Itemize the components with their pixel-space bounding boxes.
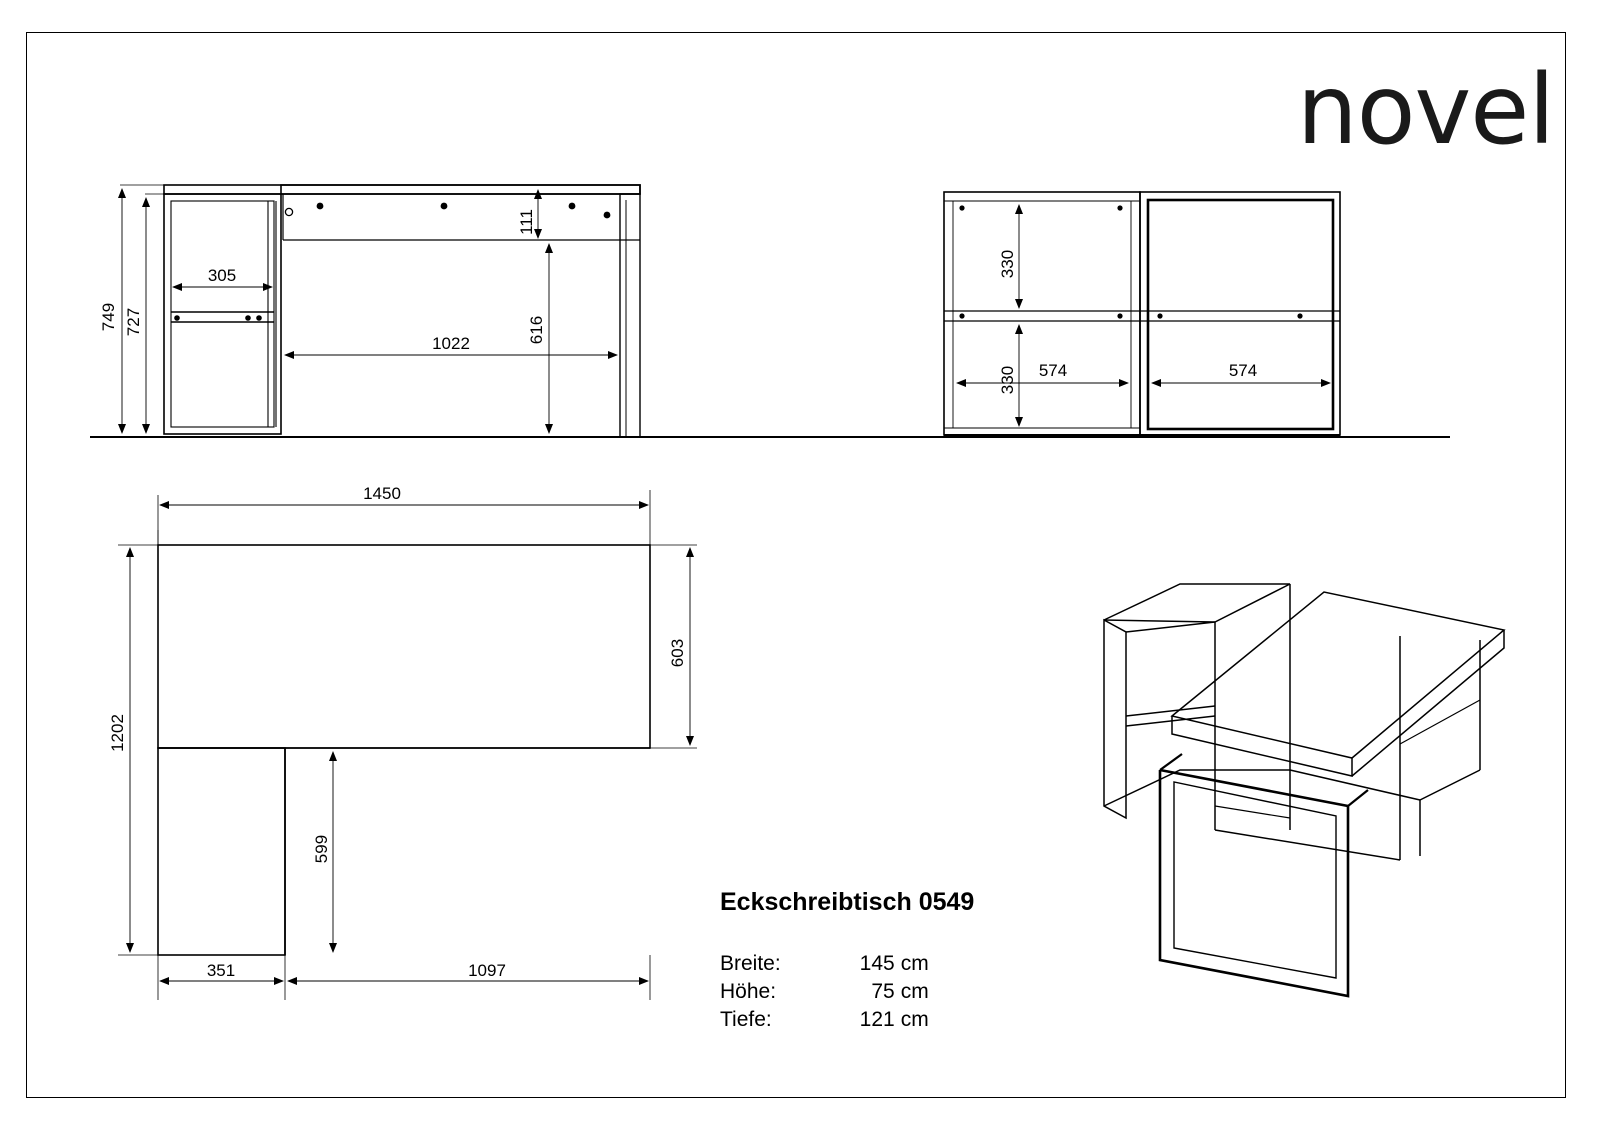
dim-rear-lower: 330 (998, 365, 1017, 395)
spec-unit-hoehe: cm (900, 980, 929, 1003)
spec-label-breite: Breite: (720, 952, 781, 975)
dim-front-height-outer: 749 (99, 302, 118, 332)
product-title: Eckschreibtisch 0549 (720, 888, 975, 916)
dim-front-desk-width: 1022 (432, 334, 470, 353)
spec-row-hoehe (720, 978, 929, 1006)
spec-label-tiefe: Tiefe: (720, 1008, 772, 1031)
dim-top-cabinet-width: 351 (206, 961, 236, 980)
dim-front-leg-height: 616 (527, 315, 546, 345)
dim-front-apron-height: 111 (517, 209, 536, 235)
spec-row-breite (720, 950, 929, 978)
dim-rear-upper: 330 (998, 249, 1017, 279)
spec-unit-tiefe: cm (900, 1008, 929, 1031)
spec-row-tiefe (720, 1006, 929, 1034)
spec-unit-breite: cm (900, 952, 929, 975)
spec-value-breite: 145 (859, 952, 895, 975)
dim-top-desk-depth: 603 (668, 638, 687, 668)
spec-list (720, 950, 929, 1034)
dim-top-return-width: 1097 (468, 961, 506, 980)
spec-value-tiefe: 121 (859, 1008, 895, 1031)
dim-front-height-inner: 727 (124, 307, 143, 337)
dim-top-return-depth: 599 (312, 834, 331, 864)
brand-logo: novel (1296, 54, 1554, 166)
spec-value-hoehe: 75 (871, 980, 895, 1003)
dim-top-total-width: 1450 (363, 484, 401, 503)
spec-label-hoehe: Höhe: (720, 980, 777, 1003)
dim-front-shelf-width: 305 (207, 266, 237, 285)
dim-rear-right-width: 574 (1228, 361, 1258, 380)
dim-rear-left-width: 574 (1038, 361, 1068, 380)
dim-top-total-depth: 1202 (108, 714, 127, 752)
